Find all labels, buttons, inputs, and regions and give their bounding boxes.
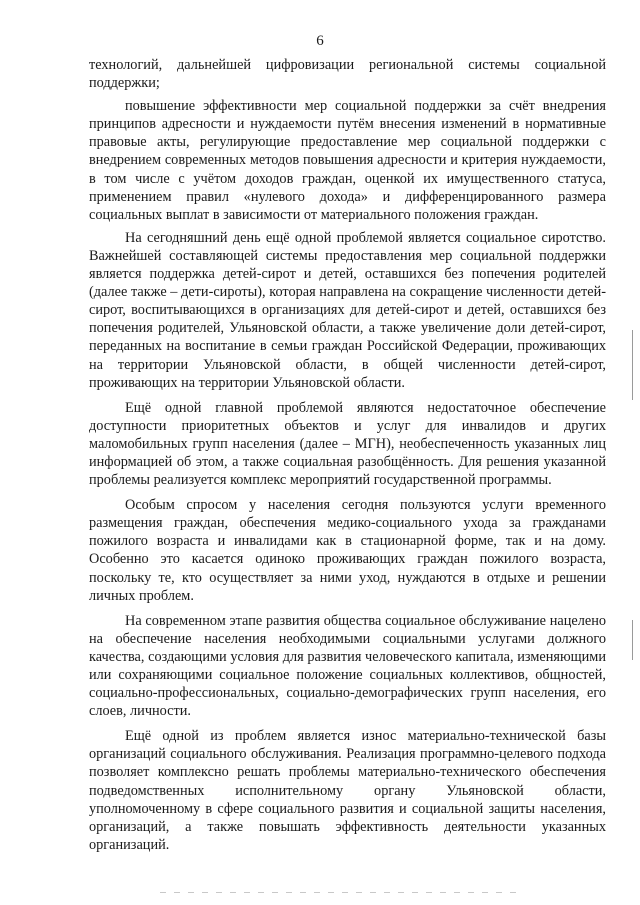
paragraph-social-services: На современном этапе развития общества социальное обслуживание нацелено на обеспечение населения необходимыми социальными услугами должного качества, создающими условия для развития человеческого капитала, изменяющими или сохраняющими социальное положение социальных коллективов, общностей, социально-профессиональных, социально-демографических групп населения, его слоев, личности.	[89, 612, 606, 720]
page-number: 6	[316, 33, 324, 49]
paragraph-social-orphanhood: На сегодняшний день ещё одной проблемой является социальное сиротство. Важнейшей составляющей системы предоставления мер социальной поддержки является поддержка детей-сирот и детей, оставшихся без попечения родителей (далее также – дети-сироты), которая направлена на сокращение численности детей-сирот, воспитывающихся в организациях для детей-сирот и детей, оставшихся без попечения родителей, Ульяновской области, а также увеличение доли детей-сирот, переданных на воспитание в семьи граждан Российской Федерации, проживающих на территории Ульяновской области, в общей численности детей-сирот, проживающих на территории Ульяновской области.	[89, 229, 606, 391]
scan-artifact-bottom	[160, 892, 520, 893]
paragraph-targeting-measures: повышение эффективности мер социальной поддержки за счёт внедрения принципов адресности и нуждаемости путём внесения изменений в нормативные правовые акты, регулирующие предоставление мер социальной поддержки с внедрением современных методов повышения адресности и критерия нуждаемости, в том числе с учётом доходов граждан, оценкой их имущественного статуса, применением правил «нулевого дохода» и дифференцированного размера социальных выплат в зависимости от материального положения граждан.	[89, 98, 606, 223]
paragraph-temporary-housing: Особым спросом у населения сегодня пользуются услуги временного размещения граждан, обеспечения медико-социального ухода за гражданами пожилого возраста и инвалидами как в стационарной форме, так и на дому. Особенно это касается одиноко проживающих граждан пожилого возраста, поскольку те, кто осуществляет за ними уход, нуждаются в отдыхе и решении личных проблем.	[89, 497, 606, 604]
scan-artifact-right-edge	[632, 330, 633, 400]
paragraph-continuation: технологий, дальнейшей цифровизации региональной системы социальной поддержки;	[89, 57, 606, 92]
paragraph-material-base: Ещё одной из проблем является износ материально-технической базы организаций социального обслуживания. Реализация программно-целевого подхода позволяет комплексно решать проблемы материально-технического обеспечения подведомственных исполнительному органу Ульяновской области, уполномоченному в сфере социального развития и социальной защиты населения, организаций, а также повышать эффективность деятельности указанных организаций.	[89, 728, 606, 853]
paragraph-accessibility: Ещё одной главной проблемой являются недостаточное обеспечение доступности приоритетных объектов и услуг для инвалидов и других маломобильных групп населения (далее – МГН), необеспеченность указанных лиц информацией об этом, а также социальная разобщённость. Для решения указанной проблемы реализуется комплекс мероприятий государственной программы.	[89, 399, 606, 489]
document-body	[89, 56, 606, 861]
scan-artifact-right-edge-lower	[632, 620, 633, 660]
